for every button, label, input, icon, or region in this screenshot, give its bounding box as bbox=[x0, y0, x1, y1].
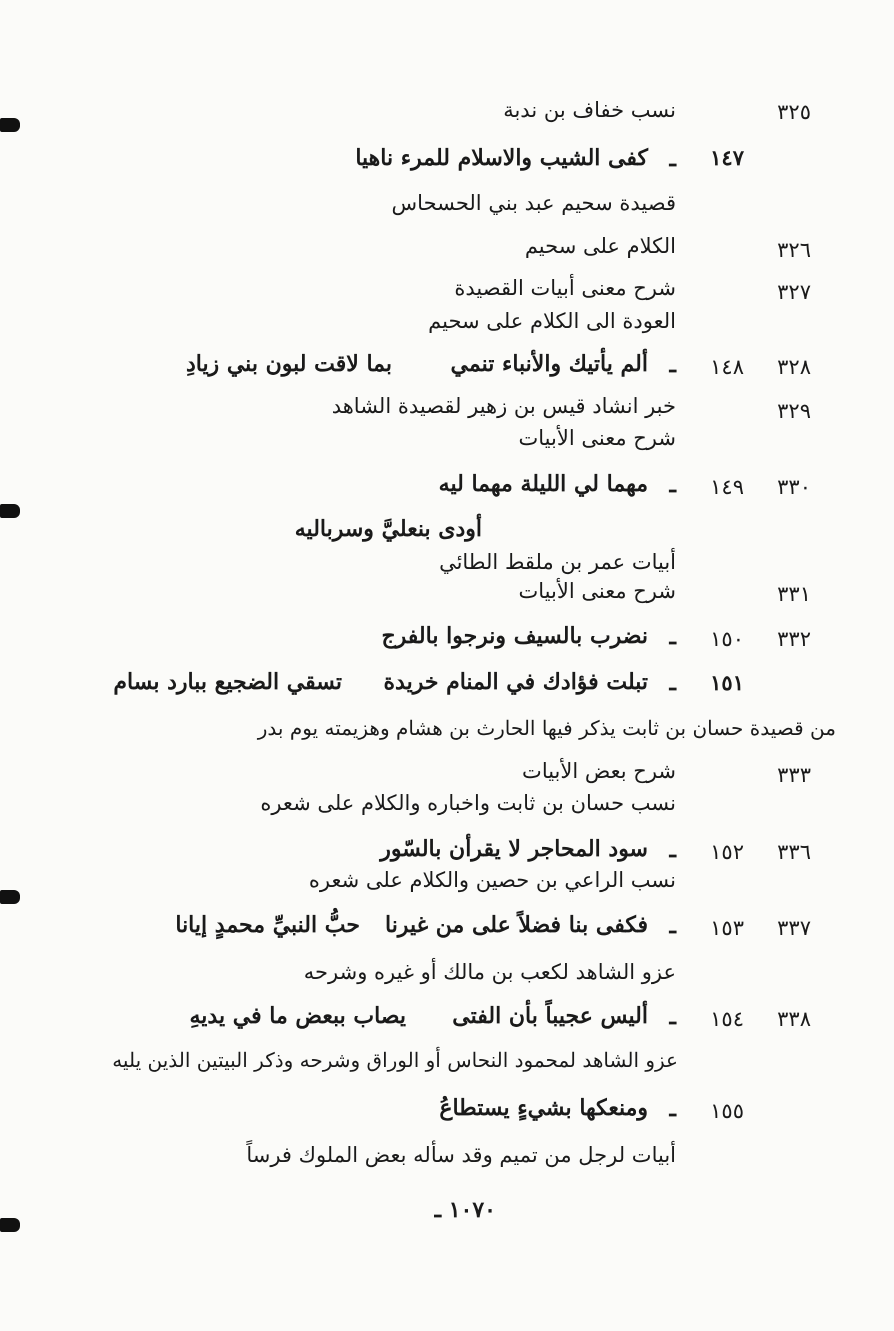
verse-dash: ـ bbox=[669, 146, 676, 172]
page-ref: ٣٣٠ bbox=[777, 475, 811, 499]
index-entry: أبيات لرجل من تميم وقد سأله بعض الملوك فرساً bbox=[246, 1143, 676, 1167]
page-ref: ٣٣٧ bbox=[777, 916, 811, 940]
verse-text: فكفى بنا فضلاً على من غيرنا bbox=[384, 912, 648, 938]
verse-dash: ـ bbox=[669, 1096, 676, 1122]
verse-dash: ـ bbox=[669, 913, 676, 939]
scan-edge-mark bbox=[0, 118, 20, 132]
page-ref: ٣٢٩ bbox=[777, 399, 811, 423]
index-entry: شرح بعض الأبيات bbox=[522, 759, 676, 783]
verse-number: ١٥٥ bbox=[710, 1099, 744, 1123]
verse-number: ١٥١ bbox=[710, 670, 744, 695]
index-entry: شرح معنى الأبيات bbox=[518, 426, 676, 450]
verse-number: ١٤٧ bbox=[710, 145, 744, 170]
index-entry: نسب خفاف بن ندبة bbox=[503, 98, 676, 122]
verse-number: ١٤٨ bbox=[710, 355, 744, 379]
index-entry: شرح معنى الأبيات bbox=[518, 579, 676, 603]
verse-number: ١٥٠ bbox=[710, 627, 744, 651]
verse-text-second-hemistich: يصاب ببعض ما في يديهِ bbox=[189, 1003, 406, 1029]
page-ref: ٣٣١ bbox=[777, 582, 811, 606]
page-number: ١٠٧٠ ـ bbox=[434, 1197, 496, 1223]
index-entry: من قصيدة حسان بن ثابت يذكر فيها الحارث بن هشام وهزيمته يوم بدر bbox=[257, 716, 836, 740]
verse-dash: ـ bbox=[669, 670, 676, 696]
index-entry: خبر انشاد قيس بن زهير لقصيدة الشاهد bbox=[331, 394, 676, 418]
verse-text: مهما لي الليلة مهما ليه bbox=[438, 471, 648, 497]
index-entry: قصيدة سحيم عبد بني الحسحاس bbox=[391, 191, 676, 215]
page-ref: ٣٣٦ bbox=[777, 840, 811, 864]
page-ref: ٣٣٣ bbox=[777, 763, 811, 787]
verse-dash: ـ bbox=[669, 624, 676, 650]
verse-number: ١٥٤ bbox=[710, 1007, 744, 1031]
verse-number: ١٤٩ bbox=[710, 475, 744, 499]
index-entry: عزو الشاهد لكعب بن مالك أو غيره وشرحه bbox=[303, 960, 676, 984]
index-entry: نسب حسان بن ثابت واخباره والكلام على شعره bbox=[260, 791, 676, 815]
index-entry: أبيات عمر بن ملقط الطائي bbox=[439, 550, 676, 574]
page-ref: ٣٢٥ bbox=[777, 100, 811, 124]
verse-text: نضرب بالسيف ونرجوا بالفرج bbox=[381, 623, 648, 649]
verse-text-second-hemistich: أودى بنعليَّ وسرباليه bbox=[294, 516, 482, 542]
page-ref: ٣٣٨ bbox=[777, 1007, 811, 1031]
page-ref: ٣٢٧ bbox=[777, 280, 811, 304]
verse-text: سود المحاجر لا يقرأن بالسّور bbox=[380, 836, 648, 862]
page-ref: ٣٢٨ bbox=[777, 355, 811, 379]
index-entry: نسب الراعي بن حصين والكلام على شعره bbox=[308, 868, 676, 892]
page-ref: ٣٢٦ bbox=[777, 238, 811, 262]
verse-dash: ـ bbox=[669, 1004, 676, 1030]
verse-text: تبلت فؤادك في المنام خريدة bbox=[383, 669, 648, 695]
verse-text-second-hemistich: بما لاقت لبون بني زيادِ bbox=[185, 351, 392, 377]
verse-dash: ـ bbox=[669, 352, 676, 378]
index-entry: العودة الى الكلام على سحيم bbox=[428, 309, 676, 333]
index-entry: عزو الشاهد لمحمود النحاس أو الوراق وشرحه وذكر البيتين الذين يليه bbox=[112, 1048, 678, 1072]
verse-number: ١٥٣ bbox=[710, 916, 744, 940]
scan-edge-mark bbox=[0, 504, 20, 518]
scan-edge-mark bbox=[0, 890, 20, 904]
verse-text: كفى الشيب والاسلام للمرء ناهيا bbox=[355, 145, 648, 171]
index-entry: شرح معنى أبيات القصيدة bbox=[454, 276, 676, 300]
verse-text: ألم يأتيك والأنباء تنمي bbox=[450, 351, 648, 377]
scan-edge-mark bbox=[0, 1218, 20, 1232]
index-entry: الكلام على سحيم bbox=[524, 234, 676, 258]
verse-text: ومنعكها بشيءٍ يستطاعُ bbox=[439, 1095, 648, 1121]
verse-text-second-hemistich: حبُّ النبيِّ محمدٍ إيانا bbox=[175, 912, 360, 938]
verse-dash: ـ bbox=[669, 837, 676, 863]
page-ref: ٣٣٢ bbox=[777, 627, 811, 651]
verse-text: أليس عجيباً بأن الفتى bbox=[452, 1003, 648, 1029]
verse-number: ١٥٢ bbox=[710, 840, 744, 864]
verse-dash: ـ bbox=[669, 472, 676, 498]
verse-text-second-hemistich: تسقي الضجيع ببارد بسام bbox=[113, 669, 342, 695]
